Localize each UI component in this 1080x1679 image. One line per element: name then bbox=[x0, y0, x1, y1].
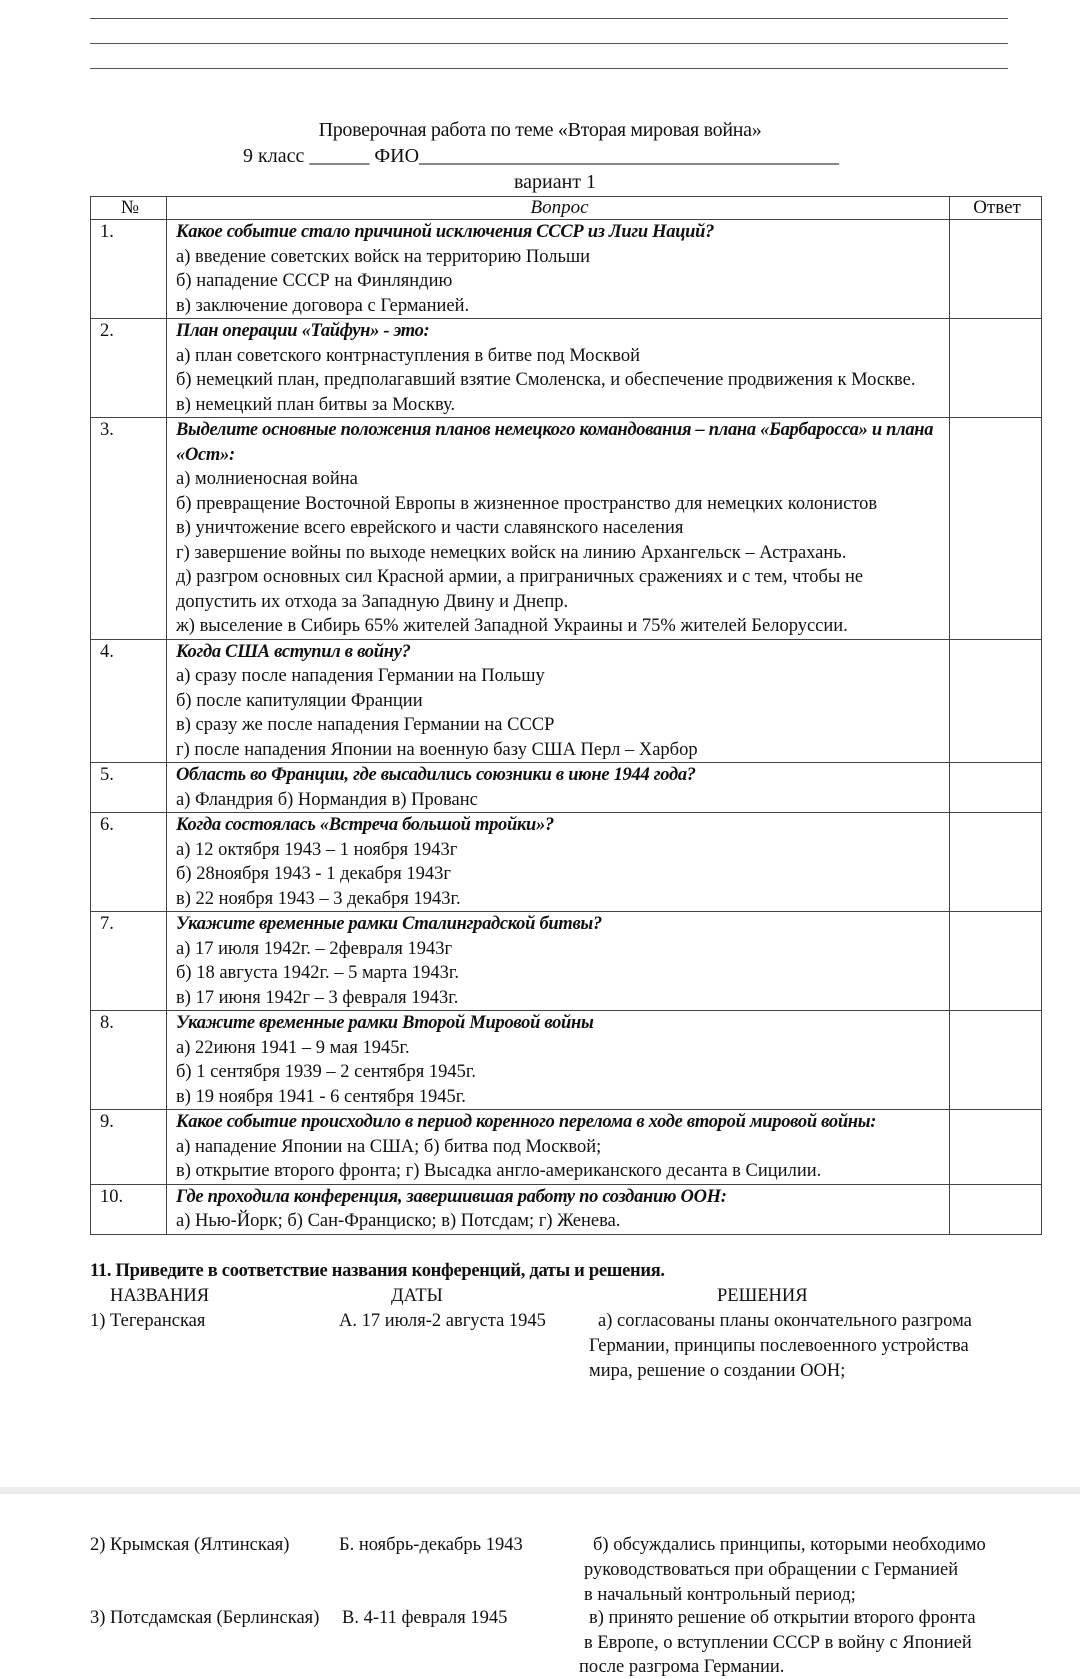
quiz-table bbox=[90, 196, 1042, 1235]
column-dates: ДАТЫ bbox=[391, 1286, 443, 1306]
table-row bbox=[91, 418, 1042, 640]
answer-option: в) открытие второго фронта; г) Высадка англо-американского десанта в Сицилии. bbox=[176, 1161, 822, 1181]
table-header-row bbox=[91, 197, 1042, 220]
page-break bbox=[0, 1487, 1080, 1494]
answer-option: а) 12 октября 1943 – 1 ноября 1943г bbox=[176, 839, 458, 860]
answer-cell[interactable] bbox=[950, 1110, 1042, 1185]
question-text: Область во Франции, где высадились союзники в июне 1944 года? bbox=[176, 765, 696, 785]
answer-option: г) завершение войны по выходе немецких войск на линию Архангельск – Астрахань. bbox=[176, 542, 847, 563]
question-number: 3. bbox=[91, 418, 167, 640]
blank-line-3 bbox=[90, 68, 1008, 69]
answer-option: в) сразу же после нападения Германии на СССР bbox=[176, 715, 555, 735]
answer-option: б) 1 сентября 1939 – 2 сентября 1945г. bbox=[176, 1062, 476, 1082]
answer-option: в) 17 июня 1942г – 3 февраля 1943г. bbox=[176, 987, 459, 1008]
question-cell bbox=[167, 1110, 950, 1185]
table-row bbox=[91, 813, 1042, 912]
answer-option: б) 28ноября 1943 - 1 декабря 1943г bbox=[176, 864, 452, 884]
answer-cell[interactable] bbox=[950, 319, 1042, 418]
answer-option: в) немецкий план битвы за Москву. bbox=[176, 394, 456, 415]
answer-option: а) нападение Японии на США; б) битва под Москвой; bbox=[176, 1136, 602, 1157]
question-cell bbox=[167, 319, 950, 418]
answer-option: в) 22 ноября 1943 – 3 декабря 1943г. bbox=[176, 888, 461, 909]
answer-option: а) молниеносная война bbox=[176, 469, 358, 489]
question-number: 9. bbox=[91, 1110, 167, 1185]
question-text: Выделите основные положения планов немецкого командования – плана «Барбаросса» и плана «Ост»: bbox=[176, 420, 934, 465]
question-text: Какое событие происходило в период коренного перелома в ходе второй мировой войны: bbox=[176, 1112, 877, 1132]
conference-decision-3a: в) принято решение об открытии второго фронта bbox=[589, 1608, 976, 1628]
answer-option: а) 17 июля 1942г. – 2февраля 1943г bbox=[176, 938, 453, 959]
answer-option: б) нападение СССР на Финляндию bbox=[176, 271, 453, 291]
header-question: Вопрос bbox=[167, 197, 950, 220]
table-row bbox=[91, 319, 1042, 418]
blank-line-1 bbox=[90, 18, 1008, 19]
question-number: 8. bbox=[91, 1011, 167, 1110]
question-cell bbox=[167, 813, 950, 912]
table-row bbox=[91, 1011, 1042, 1110]
answer-option: б) немецкий план, предполагавший взятие Смоленска, и обеспечение продвижения к Москве. bbox=[176, 370, 916, 390]
answer-option: а) 22июня 1941 – 9 мая 1945г. bbox=[176, 1037, 410, 1058]
answer-option: а) введение советских войск на территорию Польши bbox=[176, 246, 591, 267]
blank-line-2 bbox=[90, 43, 1008, 44]
answer-cell[interactable] bbox=[950, 220, 1042, 319]
class-name-line: 9 класс ______ ФИО__________________________________________ bbox=[243, 145, 840, 167]
question-number: 1. bbox=[91, 220, 167, 319]
answer-cell[interactable] bbox=[950, 912, 1042, 1011]
task11-title: 11. Приведите в соответствие названия конференций, даты и решения. bbox=[90, 1261, 665, 1281]
table-row bbox=[91, 912, 1042, 1011]
table-row bbox=[91, 220, 1042, 319]
conference-name-2: 2) Крымская (Ялтинская) bbox=[90, 1535, 290, 1555]
answer-option: в) заключение договора с Германией. bbox=[176, 295, 470, 316]
answer-cell[interactable] bbox=[950, 1184, 1042, 1234]
question-text: План операции «Тайфун» - это: bbox=[176, 321, 430, 341]
answer-option: а) сразу после нападения Германии на Польшу bbox=[176, 666, 545, 686]
question-cell bbox=[167, 1184, 950, 1234]
header-answer: Ответ bbox=[950, 197, 1042, 220]
question-number: 2. bbox=[91, 319, 167, 418]
question-number: 6. bbox=[91, 813, 167, 912]
conference-date-3: В. 4-11 февраля 1945 bbox=[342, 1608, 508, 1628]
variant-label: вариант 1 bbox=[513, 171, 597, 193]
table-row bbox=[91, 1184, 1042, 1234]
question-text: Укажите временные рамки Сталинградской битвы? bbox=[176, 914, 602, 934]
conference-decision-2c: в начальный контрольный период; bbox=[584, 1585, 856, 1605]
question-cell bbox=[167, 912, 950, 1011]
question-number: 10. bbox=[91, 1184, 167, 1234]
conference-name-3: 3) Потсдамская (Берлинская) bbox=[90, 1608, 320, 1628]
answer-option: ж) выселение в Сибирь 65% жителей Западной Украины и 75% жителей Белоруссии. bbox=[176, 616, 848, 636]
answer-option: а) план советского контрнаступления в битве под Москвой bbox=[176, 345, 640, 366]
page-title: Проверочная работа по теме «Вторая мировая война» bbox=[318, 119, 762, 141]
answer-option: г) после нападения Японии на военную базу США Перл – Харбор bbox=[176, 739, 698, 760]
conference-decision-1b: Германии, принципы послевоенного устройства bbox=[589, 1336, 969, 1356]
conference-name-1: 1) Тегеранская bbox=[90, 1311, 206, 1331]
conference-decision-1a: а) согласованы планы окончательного разгрома bbox=[598, 1311, 972, 1331]
answer-cell[interactable] bbox=[950, 813, 1042, 912]
question-cell bbox=[167, 418, 950, 640]
answer-option: б) после капитуляции Франции bbox=[176, 690, 423, 711]
answer-cell[interactable] bbox=[950, 418, 1042, 640]
answer-cell[interactable] bbox=[950, 639, 1042, 763]
answer-option: б) 18 августа 1942г. – 5 марта 1943г. bbox=[176, 963, 460, 983]
conference-decision-1c: мира, решение о создании ООН; bbox=[589, 1361, 846, 1381]
question-cell bbox=[167, 639, 950, 763]
question-text: Укажите временные рамки Второй Мировой войны bbox=[176, 1013, 594, 1033]
answer-option: б) превращение Восточной Европы в жизненное пространство для немецких колонистов bbox=[176, 493, 878, 514]
answer-option: д) разгром основных сил Красной армии, а приграничных сражениях и с тем, чтобы не допустить их отхода за Западную Двину и Днепр. bbox=[176, 567, 864, 612]
answer-option: в) 19 ноября 1941 - 6 сентября 1945г. bbox=[176, 1086, 466, 1107]
header-number: № bbox=[91, 197, 167, 220]
answer-option: а) Нью-Йорк; б) Сан-Франциско; в) Потсдам; г) Женева. bbox=[176, 1211, 621, 1231]
column-names: НАЗВАНИЯ bbox=[110, 1286, 210, 1306]
question-number: 7. bbox=[91, 912, 167, 1011]
question-number: 5. bbox=[91, 763, 167, 813]
table-row bbox=[91, 639, 1042, 763]
conference-decision-2b: руководствоваться при обращении с Германией bbox=[584, 1560, 959, 1580]
question-cell bbox=[167, 220, 950, 319]
conference-decision-3c: после разгрома Германии. bbox=[579, 1657, 785, 1677]
answer-option: в) уничтожение всего еврейского и части славянского населения bbox=[176, 518, 684, 538]
question-text: Какое событие стало причиной исключения СССР из Лиги Наций? bbox=[176, 222, 715, 242]
question-text: Где проходила конференция, завершившая работу по созданию ООН: bbox=[176, 1186, 727, 1207]
answer-cell[interactable] bbox=[950, 1011, 1042, 1110]
table-row bbox=[91, 1110, 1042, 1185]
column-decisions: РЕШЕНИЯ bbox=[717, 1286, 808, 1306]
answer-option: а) Фландрия б) Нормандия в) Прованс bbox=[176, 789, 478, 810]
conference-date-1: А. 17 июля-2 августа 1945 bbox=[339, 1311, 546, 1331]
question-text: Когда состоялась «Встреча большой тройки»? bbox=[176, 815, 554, 835]
question-text: Когда США вступил в войну? bbox=[176, 641, 411, 662]
question-number: 4. bbox=[91, 639, 167, 763]
question-cell bbox=[167, 1011, 950, 1110]
conference-date-2: Б. ноябрь-декабрь 1943 bbox=[339, 1535, 523, 1555]
question-cell bbox=[167, 763, 950, 813]
answer-cell[interactable] bbox=[950, 763, 1042, 813]
conference-decision-2a: б) обсуждались принципы, которыми необходимо bbox=[593, 1535, 986, 1555]
conference-decision-3b: в Европе, о вступлении СССР в войну с Японией bbox=[584, 1633, 972, 1653]
table-row bbox=[91, 763, 1042, 813]
